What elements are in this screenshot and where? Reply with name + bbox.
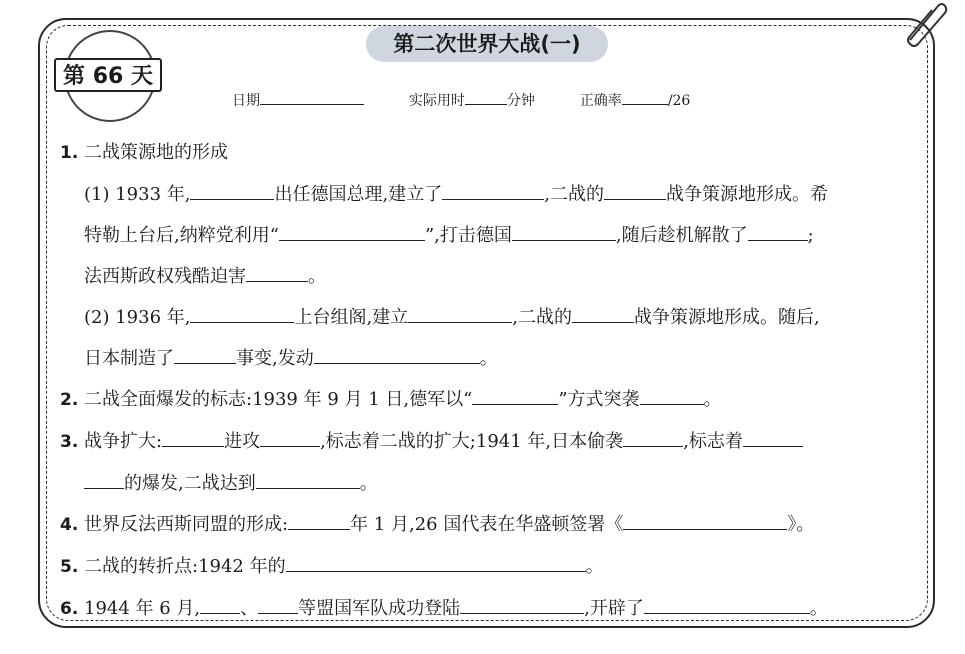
answer-blank[interactable] bbox=[256, 470, 360, 489]
meta-row bbox=[232, 88, 690, 110]
question-text: 。 bbox=[703, 389, 722, 410]
question-text: 年 1 月,26 国代表在华盛顿签署《 bbox=[350, 514, 624, 535]
answer-blank[interactable] bbox=[190, 181, 274, 200]
answer-blank[interactable] bbox=[442, 181, 544, 200]
day-label: 第 66 天 bbox=[54, 58, 162, 92]
day-badge bbox=[50, 30, 168, 122]
answer-blank[interactable] bbox=[162, 428, 224, 447]
question-3-line2 bbox=[60, 463, 920, 504]
answer-blank[interactable] bbox=[460, 595, 584, 614]
time-unit: 分钟 bbox=[506, 93, 535, 109]
question-text: ,随后趁机解散了 bbox=[615, 225, 748, 246]
question-text: ,标志着二战的扩大;1941 年,日本偷袭 bbox=[320, 431, 624, 452]
question-text: 出任德国总理,建立了 bbox=[274, 184, 443, 205]
answer-blank[interactable] bbox=[286, 553, 586, 572]
answer-blank[interactable] bbox=[623, 511, 787, 530]
question-text: ,二战的 bbox=[544, 184, 604, 205]
question-5 bbox=[60, 546, 920, 588]
accuracy-blank[interactable] bbox=[622, 88, 668, 105]
question-text: ,二战的 bbox=[512, 307, 572, 328]
question-text: 世界反法西斯同盟的形成: bbox=[84, 514, 289, 535]
answer-blank[interactable] bbox=[174, 345, 236, 364]
question-text: 、 bbox=[240, 598, 259, 619]
answer-blank[interactable] bbox=[572, 304, 634, 323]
question-text: 1944 年 6 月, bbox=[84, 598, 201, 619]
answer-blank[interactable] bbox=[260, 428, 320, 447]
question-4 bbox=[60, 504, 920, 546]
question-6 bbox=[60, 588, 920, 630]
answer-blank[interactable] bbox=[644, 595, 810, 614]
question-text: 。 bbox=[809, 598, 828, 619]
answer-blank[interactable] bbox=[246, 263, 308, 282]
answer-blank[interactable] bbox=[512, 222, 616, 241]
question-number: 3. bbox=[60, 432, 79, 452]
page-title: 第二次世界大战(一) bbox=[366, 26, 608, 62]
answer-blank[interactable] bbox=[472, 386, 558, 405]
question-text: 。 bbox=[585, 556, 604, 577]
answer-blank[interactable] bbox=[288, 511, 350, 530]
question-text: 战争策源地形成。希 bbox=[665, 184, 828, 205]
answer-blank[interactable] bbox=[258, 595, 298, 614]
question-number: 4. bbox=[60, 515, 79, 535]
question-text: (1) 1933 年, bbox=[84, 184, 191, 205]
question-number: 2. bbox=[60, 390, 79, 410]
date-blank[interactable] bbox=[260, 88, 364, 105]
question-number: 6. bbox=[60, 599, 79, 619]
question-text: 。 bbox=[479, 348, 498, 369]
question-1-part1-line2 bbox=[60, 215, 920, 256]
question-1-part1-line1 bbox=[60, 174, 920, 215]
answer-blank[interactable] bbox=[84, 470, 124, 489]
question-text: ; bbox=[807, 225, 814, 246]
answer-blank[interactable] bbox=[743, 428, 803, 447]
time-blank[interactable] bbox=[465, 88, 507, 105]
question-1-part2-line2 bbox=[60, 338, 920, 379]
question-1-title bbox=[60, 132, 920, 174]
question-text: 》。 bbox=[787, 514, 815, 535]
question-text: 的爆发,二战达到 bbox=[124, 473, 256, 494]
answer-blank[interactable] bbox=[408, 304, 512, 323]
time-label: 实际用时 bbox=[408, 93, 465, 109]
question-text: ,开辟了 bbox=[584, 598, 644, 619]
question-text: 事变,发动 bbox=[236, 348, 314, 369]
question-text: 法西斯政权残酷迫害 bbox=[84, 266, 246, 287]
question-text: 日本制造了 bbox=[84, 348, 174, 369]
question-text: 特勒上台后,纳粹党利用“ bbox=[84, 225, 279, 246]
question-text: ”,打击德国 bbox=[424, 225, 512, 246]
question-1-part1-line3 bbox=[60, 256, 920, 297]
answer-blank[interactable] bbox=[748, 222, 808, 241]
paperclip-icon bbox=[888, 0, 948, 48]
question-text: 。 bbox=[359, 473, 378, 494]
answer-blank[interactable] bbox=[190, 304, 294, 323]
question-text: 等盟国军队成功登陆 bbox=[298, 598, 461, 619]
answer-blank[interactable] bbox=[623, 428, 683, 447]
accuracy-label: 正确率 bbox=[579, 93, 622, 109]
question-text: ,标志着 bbox=[683, 431, 743, 452]
accuracy-total: /26 bbox=[667, 93, 691, 109]
question-text: 战争策源地形成。随后, bbox=[633, 307, 820, 328]
question-1-part2-line1 bbox=[60, 297, 920, 338]
question-2 bbox=[60, 379, 920, 421]
question-text: ”方式突袭 bbox=[558, 389, 640, 410]
question-text: (2) 1936 年, bbox=[84, 307, 191, 328]
question-3-line1 bbox=[60, 421, 920, 463]
question-number: 1. bbox=[60, 143, 79, 163]
answer-blank[interactable] bbox=[200, 595, 240, 614]
question-text: 二战全面爆发的标志:1939 年 9 月 1 日,德军以“ bbox=[84, 389, 473, 410]
question-text: 二战策源地的形成 bbox=[84, 142, 228, 163]
date-label: 日期 bbox=[232, 93, 260, 109]
answer-blank[interactable] bbox=[640, 386, 704, 405]
answer-blank[interactable] bbox=[314, 345, 480, 364]
question-text: 进攻 bbox=[224, 431, 261, 452]
question-number: 5. bbox=[60, 557, 79, 577]
question-list bbox=[60, 132, 920, 630]
question-text: 二战的转折点:1942 年的 bbox=[84, 556, 286, 577]
question-text: 。 bbox=[308, 266, 326, 287]
question-text: 上台组阁,建立 bbox=[294, 307, 409, 328]
question-text: 战争扩大: bbox=[84, 431, 163, 452]
answer-blank[interactable] bbox=[279, 222, 425, 241]
answer-blank[interactable] bbox=[604, 181, 666, 200]
